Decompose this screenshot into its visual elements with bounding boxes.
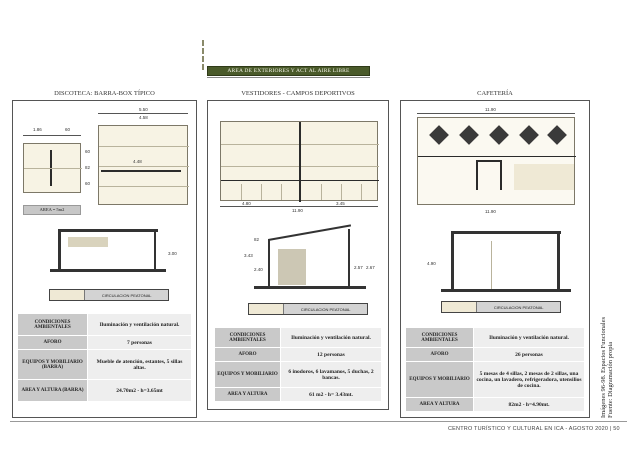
dim-line	[220, 206, 378, 207]
dim-label: 2.67	[366, 265, 375, 270]
table-row: CONDICIONES AMBIENTALES Iluminación y ventilación natural.	[18, 314, 192, 336]
lockers-plan	[220, 121, 378, 201]
caption-source: Fuente: Diagramación propia	[607, 341, 614, 418]
dim-label: 3.45	[336, 201, 345, 206]
dim-label: 5.50	[139, 107, 148, 112]
dim-label: 60	[85, 149, 91, 154]
table-row: CONDICIONES AMBIENTALES Iluminación y ventilación natural.	[215, 328, 382, 348]
dim-label: 82	[85, 165, 91, 170]
table-row: EQUIPOS Y MOBILIARIO 5 mesas de 4 sillas, 2 mesas de 2 sillas, una cocina, un lavadero, refrigeradora, utensilios de cocina.	[406, 362, 585, 398]
cafeteria-info-table	[405, 327, 585, 412]
table-row: AFORO 7 personas	[18, 336, 192, 350]
bar-section-drawing	[58, 229, 158, 271]
dim-label: 60	[85, 181, 91, 186]
dim-label: 3.00	[168, 251, 177, 256]
dim-label: 4.90	[427, 261, 436, 266]
cafeteria-plan	[417, 117, 575, 205]
dim-label: 4.48	[133, 159, 142, 164]
dim-label: 4.58	[139, 115, 148, 120]
dim-label: 2.57	[354, 265, 363, 270]
figure-caption	[600, 300, 614, 418]
dim-label: 82	[254, 237, 260, 242]
table-row: CONDICIONES AMBIENTALES Iluminación y ventilación natural.	[406, 328, 585, 348]
table-row: AFORO 12 personas	[215, 348, 382, 362]
dim-line	[23, 135, 81, 136]
panel-title-vestidores: VESTIDORES - CAMPOS DEPORTIVOS	[241, 90, 355, 97]
panel-cafeteria	[400, 100, 590, 418]
dim-label: 2.40	[254, 267, 263, 272]
circulation-legend	[248, 303, 368, 315]
bar-plan-large	[98, 125, 188, 205]
footer-divider	[10, 421, 627, 422]
page-footer: CENTRO TURÍSTICO Y CULTURAL EN ICA - AGOSTO 2020 | 50	[448, 426, 620, 432]
vestidores-info-table	[214, 327, 382, 402]
dim-label: 1.86	[33, 127, 42, 132]
caption-line: Imágenes 96-98. Espacios Funcionales	[600, 316, 607, 418]
panel-vestidores	[207, 100, 389, 410]
bar-plan-small	[23, 143, 81, 193]
panel-title-cafeteria: CAFETERÍA	[477, 90, 513, 97]
dashed-divider	[202, 40, 204, 70]
table-row: AFORO 26 personas	[406, 348, 585, 362]
dim-label: 11.90	[485, 107, 496, 112]
circulation-legend	[441, 301, 561, 313]
table-row: AREA Y ALTURA 61 m2 - h= 3.43mt.	[215, 388, 382, 402]
table-row: EQUIPOS Y MOBILIARIO (BARRA) Mueble de atención, estantes, 5 sillas altas.	[18, 350, 192, 380]
dim-label: 4.80	[242, 201, 251, 206]
panel-discoteca	[12, 100, 197, 418]
circulation-label: CIRCULACION PEATONAL	[85, 290, 168, 300]
table-row: EQUIPOS Y MOBILIARIO 6 inodoros, 6 lavamanos, 5 duchas, 2 bancas.	[215, 362, 382, 388]
table-row: AREA Y ALTURA 82m2 - h=4.90mt.	[406, 398, 585, 412]
discoteca-info-table	[17, 313, 192, 402]
section-title: AREA DE EXTERIORES Y ACT AL AIRE LIBRE	[207, 66, 370, 76]
dim-line	[417, 113, 575, 114]
cafeteria-section-drawing	[451, 231, 561, 293]
dim-label: 11.90	[485, 209, 496, 214]
lockers-section-drawing	[268, 229, 350, 289]
section-underline	[207, 77, 370, 78]
area-badge: AREA = 5m2	[23, 205, 81, 215]
circulation-legend	[49, 289, 169, 301]
dim-line	[98, 113, 188, 114]
dim-label: 11.90	[292, 208, 303, 213]
dim-label: 3.43	[244, 253, 253, 258]
dim-label: 60	[65, 127, 71, 132]
table-row: AREA Y ALTURA (BARRA) 24.70m2 - h=3.65mt	[18, 380, 192, 402]
panel-title-discoteca: DISCOTECA: BARRA-BOX TÍPICO	[54, 90, 155, 97]
circulation-label: CIRCULACION PEATONAL	[477, 302, 560, 312]
circulation-label: CIRCULACION PEATONAL	[284, 304, 367, 314]
